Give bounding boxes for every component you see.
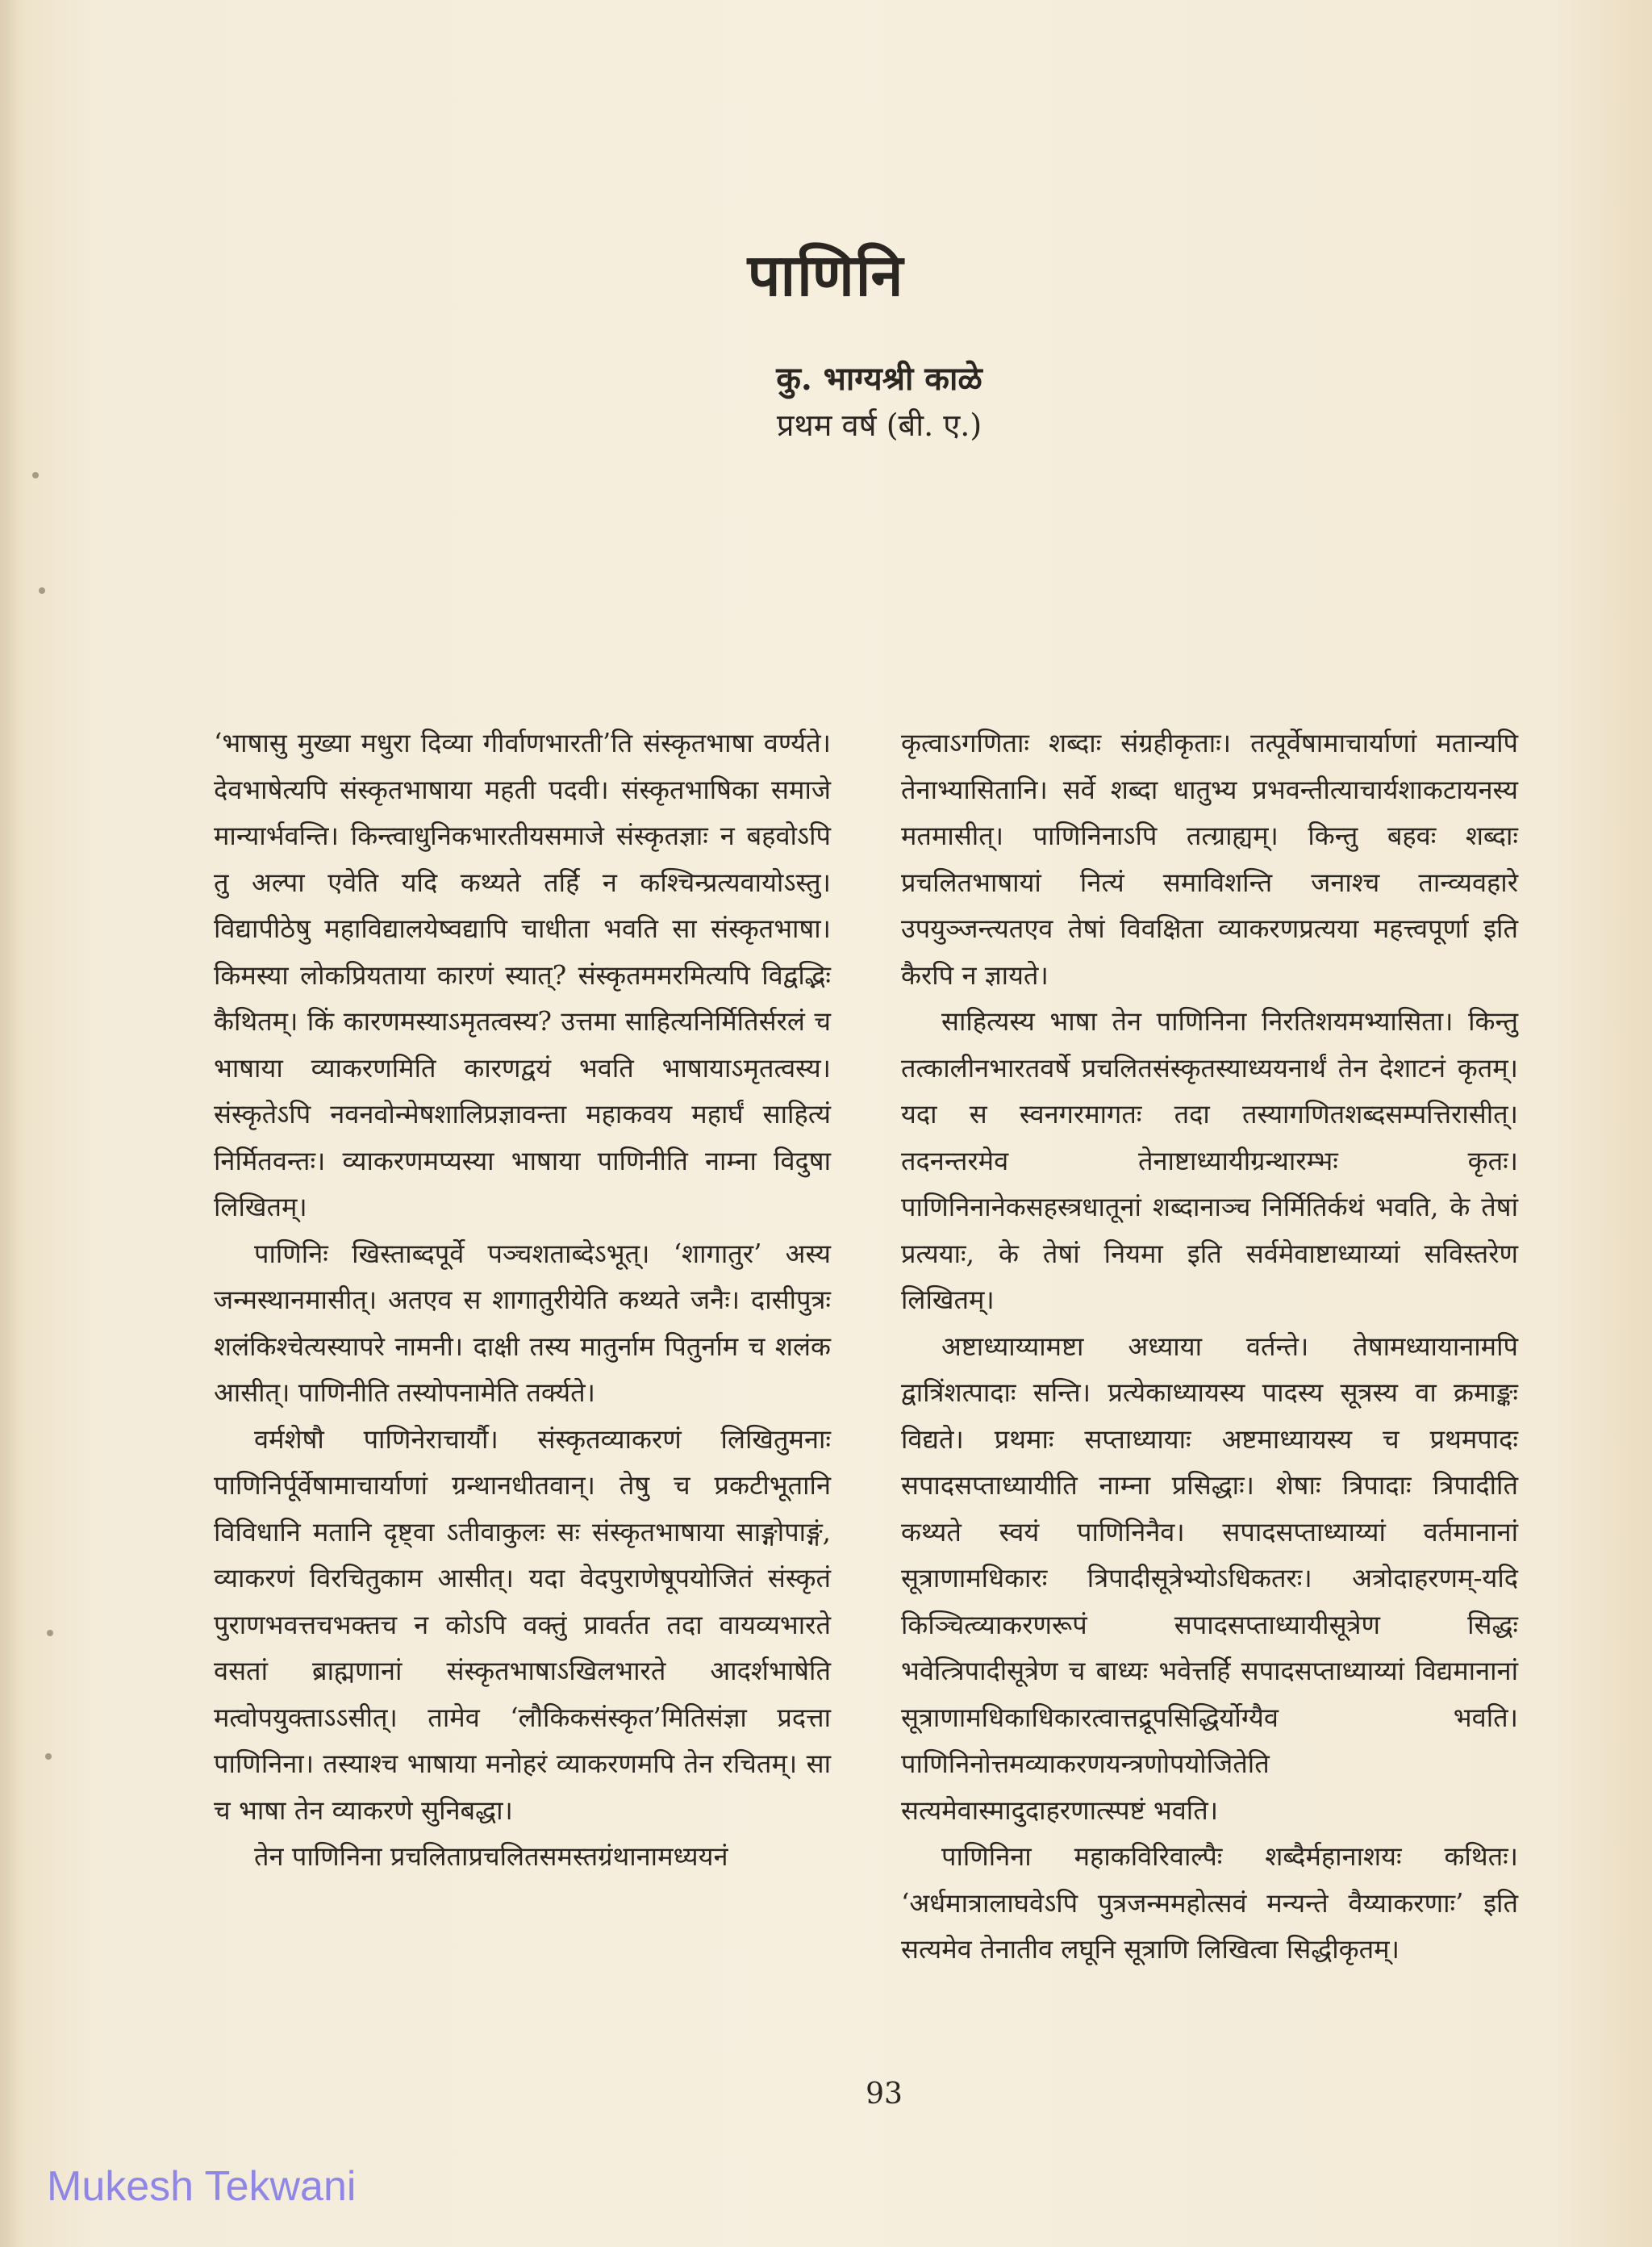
paragraph: अष्टाध्याय्यामष्टा अध्याया वर्तन्ते। तेषामध्यायानामपि द्वात्रिंशत्पादाः सन्ति। प्रत्येकाध्यायस्य पादस्य सूत्रस्य वा क्रमाङ्कः विद्यते। प्रथमाः सप्ताध्यायाः अष्टमाध्यायस्य च प्रथमपादः सपादसप्ताध्यायीति नाम्ना प्रसिद्धाः। शेषाः त्रिपादाः त्रिपादीति कथ्यते स्वयं पाणिनिनैव। सपादसप्ताध्याय्यां वर्तमानानां सूत्राणामधिकारः त्रिपादीसूत्रेभ्योऽधिकतरः। अत्रोदाहरणम्-यदि किञ्चित्व्याकरणरूपं सपादसप्ताध्यायीसूत्रेण सिद्धः भवेत्त्रिपादीसूत्रेण च बाध्यः भवेत्तर्हि सपादसप्ताध्याय्यां विद्यमानानां सूत्राणामधिकाधिकारत्वात्तद्रूपसिद्धिर्योग्यैव भवति। पाणिनिनोत्तमव्याकरणयन्त्रणोपयोजितेति सत्यमेवास्मादुदाहरणात्स्पष्टं भवति।	[901, 1330, 1518, 1826]
page-fold-shadow	[0, 0, 24, 2247]
paper-speck	[47, 1630, 53, 1636]
paragraph: पाणिनिः खिस्ताब्दपूर्वे पञ्चशताब्देऽभूत्। ‘शागातुर’ अस्य जन्मस्थानमासीत्। अतएव स शागातुरीयेति कथ्यते जनैः। दासीपुत्रः शलंकिश्चेत्यस्यापरे नामनी। दाक्षी तस्य मातुर्नाम पितुर्नाम च शलंक आसीत्। पाणिनीति तस्योपनामेति तर्क्यते।	[214, 1238, 831, 1408]
author-class: प्रथम वर्ष (बी. ए.)	[776, 407, 982, 443]
watermark-text: Mukesh Tekwani	[47, 2163, 357, 2210]
paper-speck	[32, 472, 39, 478]
paragraph: तेन पाणिनिना प्रचलिताप्रचलितसमस्तग्रंथानामध्ययनं	[254, 1841, 728, 1872]
right-column	[901, 720, 1518, 1973]
paragraph: पाणिनिना महाकविरिवाल्पैः शब्दैर्महानाशयः कथितः। ‘अर्धमात्रालाघवेऽपि पुत्रजन्ममहोत्सवं मन्यन्ते वैय्याकरणाः’ इति सत्यमेव तेनातीव लघूनि सूत्राणि लिखित्वा सिद्धीकृतम्।	[901, 1841, 1518, 1965]
paragraph: कृत्वाऽगणिताः शब्दाः संग्रहीकृताः। तत्पूर्वेषामाचार्याणां मतान्यपि तेनाभ्यासितानि। सर्वे शब्दा धातुभ्य प्रभवन्तीत्याचार्यशाकटायनस्य मतमासीत्। पाणिनिनाऽपि तत्ग्राह्यम्। किन्तु बहवः शब्दाः प्रचलितभाषायां नित्यं समाविशन्ति जनाश्च तान्व्यवहारे उपयुञ्जन्त्यतएव तेषां विवक्षिता व्याकरणप्रत्यया महत्त्वपूर्णा इति कैरपि न ज्ञायते।	[901, 728, 1518, 991]
paragraph: वर्मशेषौ पाणिनेराचार्यौ। संस्कृतव्याकरणं लिखितुमनाः पाणिनिर्पूर्वेषामाचार्याणां ग्रन्थानधीतवान्। तेषु च प्रकटीभूतानि विविधानि मतानि दृष्ट्वा ऽतीवाकुलः सः संस्कृतभाषाया साङ्गोपाङ्गं, व्याकरणं विरचितुकाम आसीत्। यदा वेदपुराणेषूपयोजितं संस्कृतं पुराणभवत्तचभक्तच न कोऽपि वक्तुं प्रावर्तत तदा वायव्यभारते वसतां ब्राह्मणानां संस्कृतभाषाऽखिलभारते आदर्शभाषेति मत्वोपयुक्ताऽऽसीत्। तामेव ‘लौकिकसंस्कृत’मितिसंज्ञा प्रदत्ता पाणिनिना। तस्याश्च भाषाया मनोहरं व्याकरणमपि तेन रचितम्। सा च भाषा तेन व्याकरणे सुनिबद्धा।	[214, 1423, 831, 1826]
paragraph: साहित्यस्य भाषा तेन पाणिनिना निरतिशयमभ्यासिता। किन्तु तत्कालीनभारतवर्षे प्रचलितसंस्कृतस्याध्ययनार्थं तेन देशाटनं कृतम्। यदा स स्वनगरमागतः तदा तस्यागणितशब्दसम्पत्तिरासीत्। तदनन्तरमेव तेनाष्टाध्यायीग्रन्थारम्भः कृतः। पाणिनिनानेकसहस्त्रधातूनां शब्दानाञ्च निर्मितिर्कथं भवति, के तेषां प्रत्ययाः, के तेषां नियमा इति सर्वमेवाष्टाध्याय्यां सविस्तरेण लिखितम्।	[901, 1006, 1518, 1315]
left-column	[214, 720, 831, 1881]
author-name: कु. भाग्यश्री काळे	[776, 360, 982, 398]
paragraph: ‘भाषासु मुख्या मधुरा दिव्या गीर्वाणभारती’ति संस्कृतभाषा वर्ण्यते। देवभाषेत्यपि संस्कृतभाषाया महती पदवी। संस्कृतभाषिका समाजे मान्यार्भवन्ति। किन्त्वाधुनिकभारतीयसमाजे संस्कृतज्ञाः न बहवोऽपि तु अल्पा एवेति यदि कथ्यते तर्हि न कश्चिन्प्रत्यवायोऽस्तु। विद्यापीठेषु महाविद्यालयेष्वद्यापि चाधीता भवति सा संस्कृतभाषा। किमस्या लोकप्रियताया कारणं स्यात्? संस्कृतममरमित्यपि विद्वद्भिः कैथितम्। किं कारणमस्याऽमृतत्वस्य? उत्तमा साहित्यनिर्मितिर्सरलं च भाषाया व्याकरणमिति कारणद्वयं भवति भाषायाऽमृतत्वस्य। संस्कृतेऽपि नवनवोन्मेषशालिप्रज्ञावन्ता महाकवय महार्घं साहित्यं निर्मितवन्तः। व्याकरणमप्यस्या भाषाया पाणिनीति नाम्ना विदुषा लिखितम्।	[214, 728, 831, 1222]
paper-speck	[39, 587, 45, 594]
paper-speck	[45, 1753, 52, 1760]
page-number: 93	[866, 2078, 903, 2111]
article-title: पाणिनि	[747, 240, 905, 309]
